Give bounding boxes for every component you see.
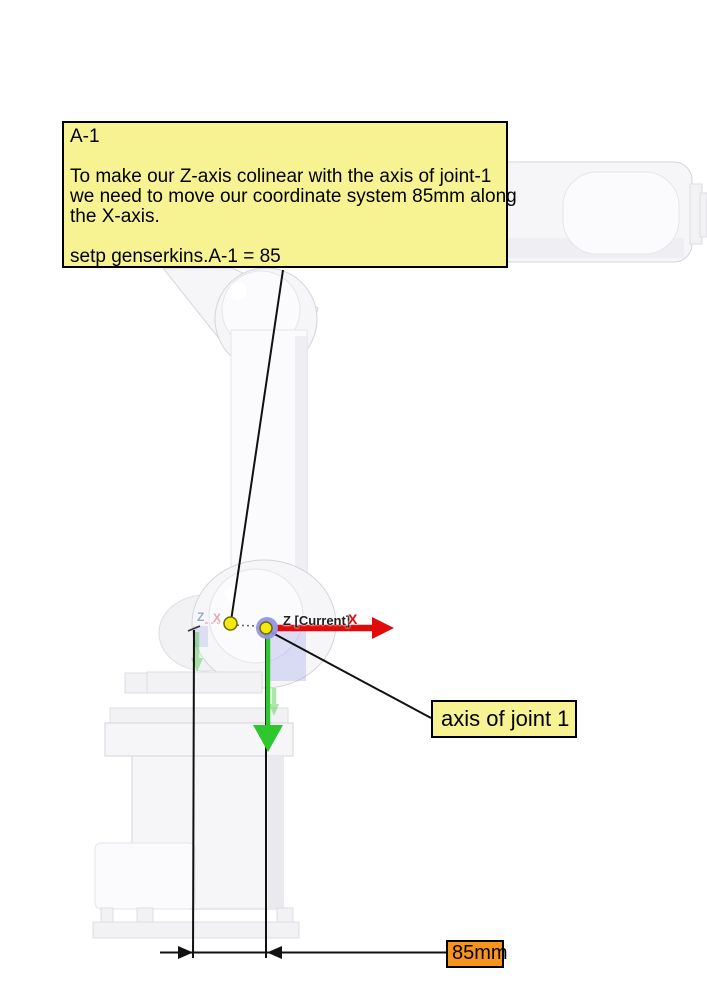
previous-x-axis-label: X	[213, 611, 222, 625]
note-command: setp genserkins.A-1 = 85	[70, 246, 281, 267]
dimension-arrow-right	[267, 946, 282, 959]
current-x-axis-label: X	[348, 611, 358, 627]
previous-z-axis-label: Z	[197, 610, 205, 624]
note-spacer	[70, 227, 506, 247]
robot-upper-arm	[163, 268, 318, 575]
reference-point-marker	[224, 617, 237, 630]
note-body-line: we need to move our coordinate system 85mm along	[70, 186, 517, 207]
note-body-line: To make our Z-axis colinear with the axis of joint-1	[70, 166, 492, 187]
axis-of-joint-callout: axis of joint 1	[431, 700, 577, 738]
dimension-value-callout: 85mm	[446, 940, 504, 968]
origin-marker	[256, 617, 278, 639]
current-z-axis-label: Z [Current]	[283, 613, 351, 628]
note-spacer	[70, 147, 506, 167]
note-title: A-1	[70, 126, 100, 147]
note-body-line: the X-axis.	[70, 206, 160, 227]
annotation-note-box	[62, 121, 517, 268]
dimension-arrow-left	[178, 946, 193, 959]
dimension-line-85mm	[160, 946, 446, 959]
